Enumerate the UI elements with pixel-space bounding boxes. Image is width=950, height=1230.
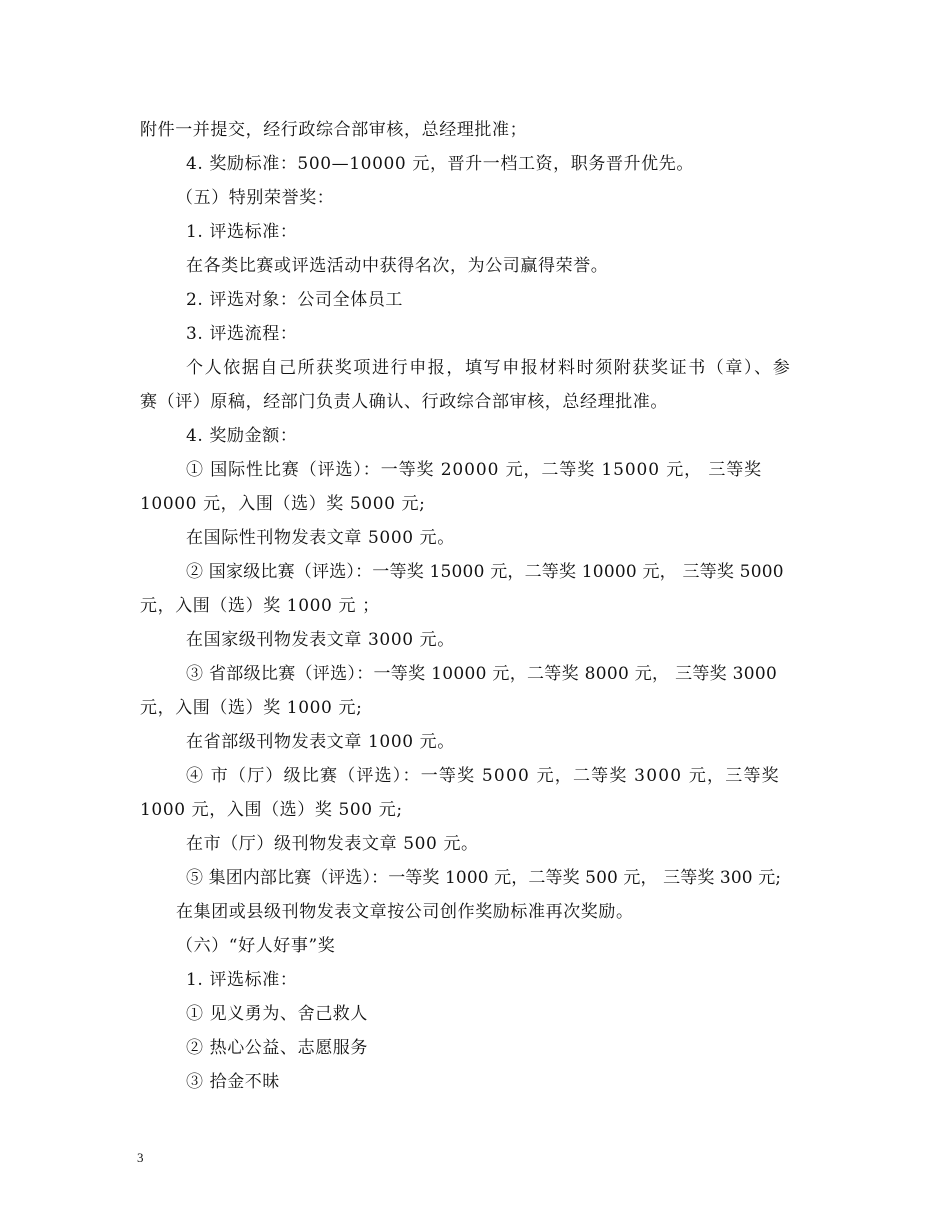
text-line: 在省部级刊物发表文章 1000 元。 bbox=[186, 732, 455, 752]
text-line: 4. 奖励金额： bbox=[186, 426, 298, 446]
text-line: ① 国际性比赛（评选）：一等奖 20000 元，二等奖 15000 元， 三等奖 bbox=[186, 460, 763, 480]
text-line: ⑤ 集团内部比赛（评选）：一等奖 1000 元，二等奖 500 元， 三等奖 300 元; bbox=[186, 868, 782, 888]
text-line: ① 见义勇为、舍己救人 bbox=[186, 1004, 369, 1024]
text-line: ③ 拾金不昧 bbox=[186, 1072, 281, 1092]
text-line: 元，入围（选）奖 1000 元; bbox=[140, 698, 363, 718]
text-line: 4. 奖励标准：500—10000 元，晋升一档工资，职务晋升优先。 bbox=[186, 154, 694, 174]
text-line: ② 国家级比赛（评选）：一等奖 15000 元，二等奖 10000 元， 三等奖 5000 bbox=[186, 562, 784, 582]
text-line: 1. 评选标准： bbox=[186, 970, 298, 990]
text-line: 个人依据自己所获奖项进行申报，填写申报材料时须附获奖证书（章）、参 bbox=[186, 358, 792, 378]
text-line: ② 热心公益、志愿服务 bbox=[186, 1038, 369, 1058]
text-line: 在国际性刊物发表文章 5000 元。 bbox=[186, 528, 455, 548]
text-line: 1. 评选标准： bbox=[186, 222, 298, 242]
text-line: 10000 元，入围（选）奖 5000 元; bbox=[140, 494, 426, 514]
text-line: 1000 元，入围（选）奖 500 元; bbox=[140, 800, 403, 820]
text-line: 在各类比赛或评选活动中获得名次，为公司赢得荣誉。 bbox=[186, 256, 609, 276]
text-line: 在市（厅）级刊物发表文章 500 元。 bbox=[186, 834, 479, 854]
section-heading: （六）“好人好事”奖 bbox=[176, 936, 336, 956]
text-line: 在国家级刊物发表文章 3000 元。 bbox=[186, 630, 455, 650]
text-line: 2. 评选对象：公司全体员工 bbox=[186, 290, 404, 310]
text-line: 在集团或县级刊物发表文章按公司创作奖励标准再次奖励。 bbox=[176, 902, 634, 922]
text-line: 附件一并提交，经行政综合部审核，总经理批准； bbox=[140, 120, 528, 140]
text-line: 3. 评选流程： bbox=[186, 324, 298, 344]
page-number: 3 bbox=[137, 1150, 144, 1165]
text-line: ④ 市（厅）级比赛（评选）：一等奖 5000 元，二等奖 3000 元，三等奖 bbox=[186, 766, 780, 786]
text-line: 赛（评）原稿，经部门负责人确认、行政综合部审核，总经理批准。 bbox=[140, 392, 668, 412]
text-line: ③ 省部级比赛（评选）：一等奖 10000 元，二等奖 8000 元， 三等奖 3000 bbox=[186, 664, 778, 684]
text-line: 元，入围（选）奖 1000 元 ； bbox=[140, 596, 380, 616]
section-heading: （五）特别荣誉奖： bbox=[176, 188, 335, 208]
